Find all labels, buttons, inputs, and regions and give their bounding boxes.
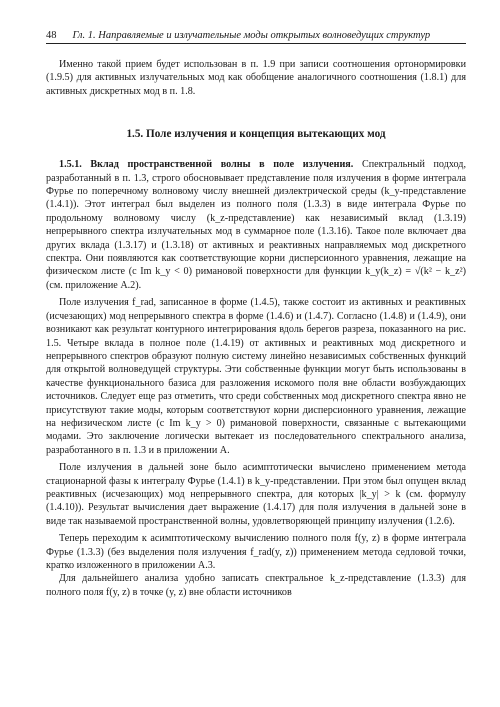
paragraph-asymptotic: Теперь переходим к асимптотическому вычислению полного поля f(y, z) в форме интеграла Фурье (1.3.3) (без выделения поля излучения f_rad(y, z)) применением метода седловой точки, кратко изложенного в приложении А.3. bbox=[46, 533, 466, 571]
section-title: 1.5. Поле излучения и концепция вытекающих мод bbox=[126, 128, 386, 141]
paragraph-intro: Именно такой прием будет использован в п. 1.9 при записи соотношения ортонормировки (1.9.5) для активных излучательных мод как обобщение аналогичного соотношения (1.8.1) для активных дискретных мод в п. 1.8. bbox=[46, 59, 466, 97]
subsection-heading: 1.5.1. Вклад пространственной волны в поле излучения. bbox=[59, 159, 354, 171]
page-body bbox=[46, 58, 466, 599]
paragraph-spectral-approach-text: Спектральный подход, разработанный в п. 1.3, строго обосновывает представление поля излучения в форме интеграла Фурье по поперечному волновому числу внешней диэлектрической среды (k_y-представление (1.4.1)). Этот интеграл был выделен из полного поля (1.3.3) в виде интеграла Фурье по продольному волновому числу (k_z-представление) как независимый вклад (1.3.19) непрерывного спектра излучательных мод в суммарное поле (1.3.16). Такое поле включает два других вклада (1.3.17) и (1.3.18) от активных и реактивных направляемых мод дискретного спектра. Они появляются как соответствующие корни дисперсионного уравнения, лежащие на физическом листе (с Im k_y < 0) римановой поверхности для функции k_y(k_z) = √(k² − k_z²) (см. приложение А.2). bbox=[46, 159, 466, 291]
paragraph-further-analysis: Для дальнейшего анализа удобно записать спектральное k_z-представление (1.3.3) для полного поля f(y, z) в точке (y, z) вне области источников bbox=[46, 573, 466, 598]
paragraph-radiation-field: Поле излучения f_rad, записанное в форме (1.4.5), также состоит из активных и реактивных (исчезающих) мод непрерывного спектра в форме (1.4.6) и (1.4.7). Согласно (1.4.8) и (1.4.9), они возникают как результат контурного интегрирования вдоль берегов разреза, показанного на рис. 1.5. Четыре вклада в полное поле (1.4.19) от активных и реактивных мод дискретного и непрерывного спектров образуют полную систему линейно независимых собственных функций для открытой волноведущей структуры. Эти собственные функции могут быть использованы в качестве функционального базиса для разложения искомого поля вне области возбуждающих источников. Следует еще раз отметить, что среди собственных мод дискретного спектра явно не присутствуют такие моды, которым соответствуют корни дисперсионного уравнения, лежащие на нефизическом листе (с Im k_y > 0) римановой поверхности, связанные с вытекающими модами. Это заключение логически вытекает из последовательного спектрального анализа, разработанного в п. 1.3 и в приложении А. bbox=[46, 297, 466, 456]
running-title: Гл. 1. Направляемые и излучательные моды открытых волноведущих структур bbox=[72, 30, 431, 41]
page-number: 48 bbox=[46, 30, 57, 41]
running-header bbox=[46, 30, 466, 44]
paragraph-far-zone: Поле излучения в дальней зоне было асимптотически вычислено применением метода стационарной фазы к интегралу Фурье (1.4.1) в k_y-представлении. При этом был опущен вклад реактивных (исчезающих) мод непрерывного спектра, для которых |k_y| > k (см. формулу (1.4.10)). Результат вычисления дает выражение (1.4.17) для поля излучения в дальней зоне в виде так называемой пространственной волны, удовлетворяющей принципу излучения (1.2.6). bbox=[46, 462, 466, 527]
paragraph-spectral-approach bbox=[46, 158, 466, 292]
